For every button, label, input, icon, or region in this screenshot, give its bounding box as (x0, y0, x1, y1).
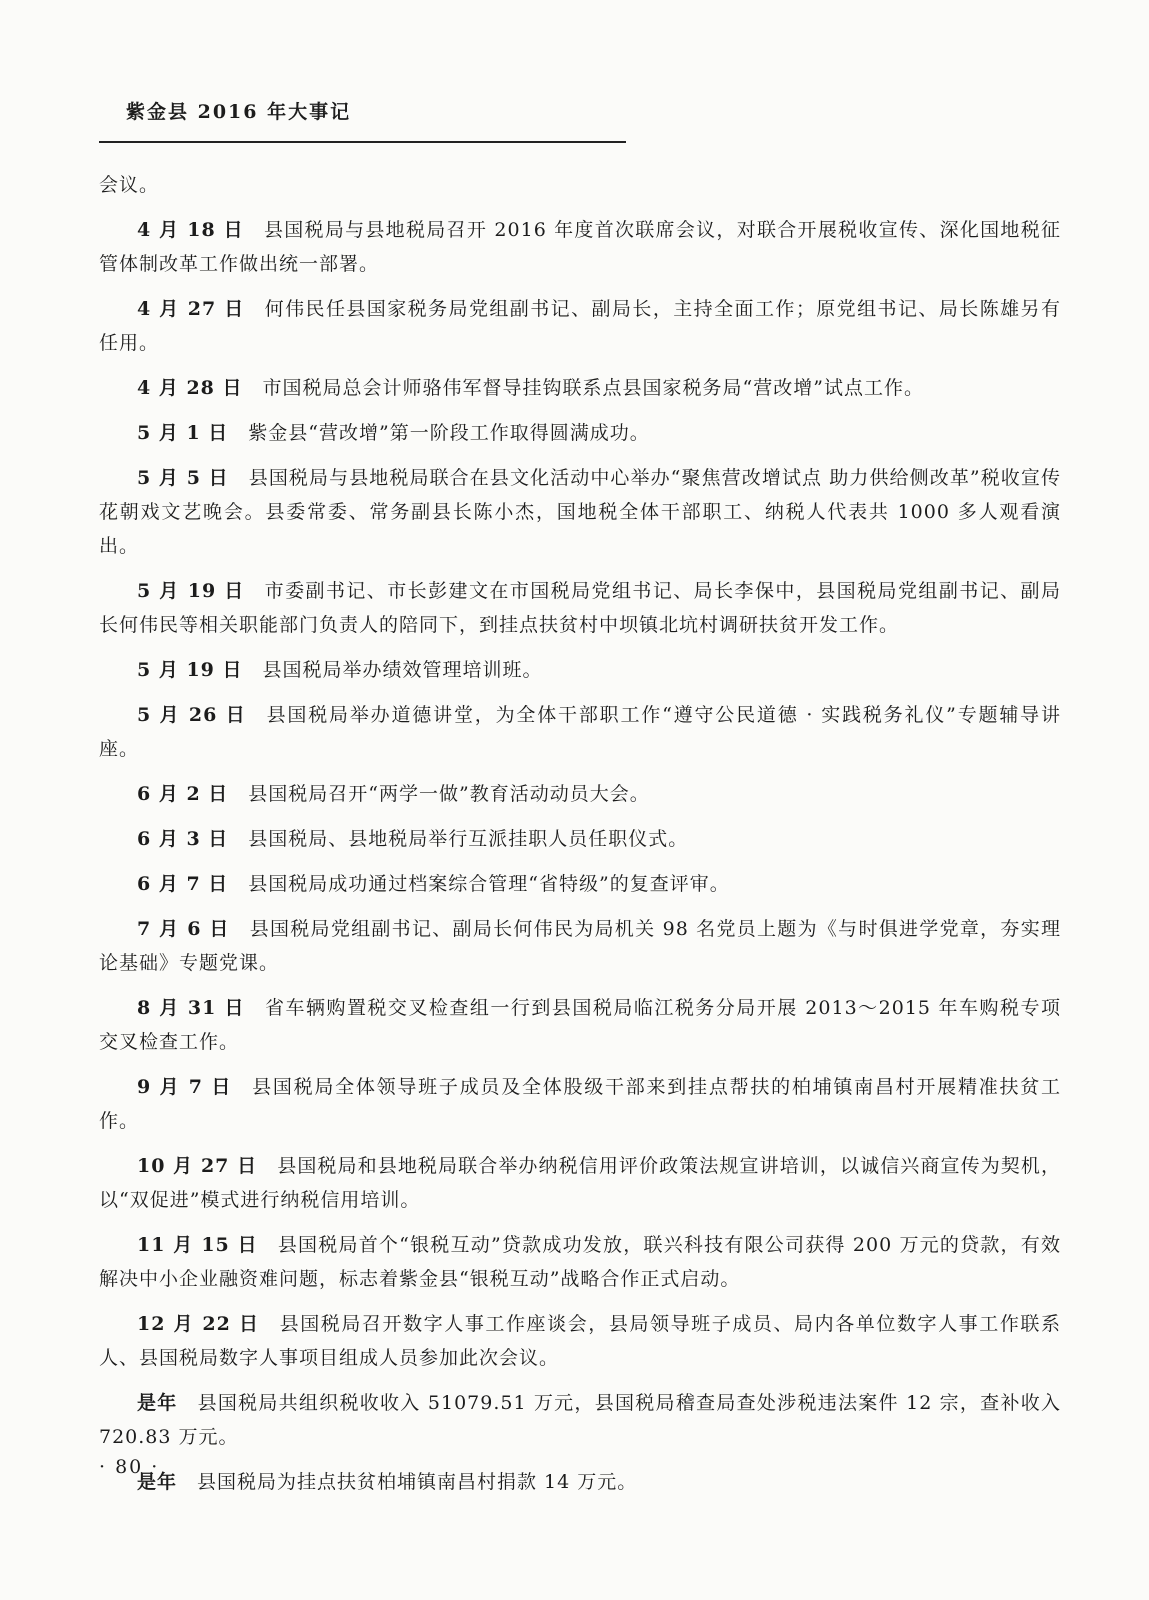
entry-text: 县国税局举办道德讲堂，为全体干部职工作“遵守公民道德 · 实践税务礼仪”专题辅导讲座。 (99, 704, 1061, 760)
chronicle-entry (99, 1386, 1061, 1454)
header-rule (99, 141, 626, 143)
entry-date: 4 月 27 日 (137, 298, 245, 320)
entry-text: 县国税局首个“银税互动”贷款成功发放，联兴科技有限公司获得 200 万元的贷款，有效解决中小企业融资难问题，标志着紫金县“银税互动”战略合作正式启动。 (99, 1234, 1061, 1290)
entry-text: 县国税局与县地税局联合在县文化活动中心举办“聚焦营改增试点 助力供给侧改革”税收宣传花朝戏文艺晚会。县委常委、常务副县长陈小杰，国地税全体干部职工、纳税人代表共 1000 多人观看演出。 (99, 467, 1061, 557)
chronicle-entry (99, 1465, 1061, 1499)
continuation-text: 会议。 (99, 174, 160, 196)
chronicle-body (99, 172, 1061, 1510)
entry-date: 8 月 31 日 (137, 997, 245, 1019)
entry-date: 6 月 3 日 (137, 828, 229, 850)
chronicle-entry (99, 461, 1061, 563)
entry-text: 县国税局、县地税局举行互派挂职人员任职仪式。 (248, 828, 689, 850)
entry-text: 县国税局为挂点扶贫柏埔镇南昌村捐款 14 万元。 (197, 1471, 638, 1493)
entry-text: 县国税局召开“两学一做”教育活动动员大会。 (248, 783, 650, 805)
entry-list (99, 213, 1061, 1499)
entry-date: 5 月 19 日 (137, 659, 243, 681)
chronicle-entry (99, 653, 1061, 687)
entry-date: 7 月 6 日 (137, 918, 230, 940)
entry-date: 5 月 26 日 (137, 704, 247, 726)
entry-text: 紫金县“营改增”第一阶段工作取得圆满成功。 (248, 422, 650, 444)
entry-date: 是年 (137, 1392, 178, 1414)
entry-date: 6 月 2 日 (137, 783, 229, 805)
chronicle-entry (99, 1070, 1061, 1138)
entry-date: 10 月 27 日 (137, 1155, 258, 1177)
entry-text: 市国税局总会计师骆伟军督导挂钩联系点县国家税务局“营改增”试点工作。 (262, 377, 924, 399)
entry-text: 市委副书记、市长彭建文在市国税局党组书记、局长李保中，县国税局党组副书记、副局长何伟民等相关职能部门负责人的陪同下，到挂点扶贫村中坝镇北坑村调研扶贫开发工作。 (99, 580, 1061, 636)
chronicle-entry (99, 822, 1061, 856)
page-header-title: 紫金县 2016 年大事记 (126, 101, 352, 123)
chronicle-entry (99, 1228, 1061, 1296)
entry-text: 何伟民任县国家税务局党组副书记、副局长，主持全面工作；原党组书记、局长陈雄另有任用。 (99, 298, 1061, 354)
chronicle-entry (99, 371, 1061, 405)
entry-date: 4 月 28 日 (137, 377, 243, 399)
entry-text: 县国税局共组织税收收入 51079.51 万元，县国税局稽查局查处涉税违法案件 12 宗，查补收入 720.83 万元。 (99, 1392, 1061, 1448)
chronicle-entry (99, 416, 1061, 450)
entry-date: 12 月 22 日 (137, 1313, 260, 1335)
chronicle-entry (99, 698, 1061, 766)
chronicle-entry (99, 777, 1061, 811)
entry-text: 县国税局举办绩效管理培训班。 (262, 659, 543, 681)
entry-date: 5 月 1 日 (137, 422, 229, 444)
entry-date: 9 月 7 日 (137, 1076, 233, 1098)
entry-date: 11 月 15 日 (137, 1234, 258, 1256)
chronicle-entry (99, 1307, 1061, 1375)
entry-date: 是年 (137, 1471, 178, 1493)
entry-text: 县国税局党组副书记、副局长何伟民为局机关 98 名党员上题为《与时俱进学党章，夯实理论基础》专题党课。 (99, 918, 1061, 974)
chronicle-entry (99, 867, 1061, 901)
chronicle-entry (99, 292, 1061, 360)
entry-text: 县国税局和县地税局联合举办纳税信用评价政策法规宣讲培训，以诚信兴商宣传为契机，以“双促进”模式进行纳税信用培训。 (99, 1155, 1061, 1211)
entry-date: 5 月 5 日 (137, 467, 229, 489)
entry-text: 县国税局成功通过档案综合管理“省特级”的复查评审。 (248, 873, 730, 895)
entry-date: 5 月 19 日 (137, 580, 245, 602)
page-number: · 80 · (99, 1456, 160, 1478)
chronicle-entry (99, 912, 1061, 980)
entry-date: 6 月 7 日 (137, 873, 229, 895)
chronicle-entry (99, 213, 1061, 281)
chronicle-entry (99, 574, 1061, 642)
entry-text: 县国税局与县地税局召开 2016 年度首次联席会议，对联合开展税收宣传、深化国地税征管体制改革工作做出统一部署。 (99, 219, 1062, 275)
entry-text: 县国税局全体领导班子成员及全体股级干部来到挂点帮扶的柏埔镇南昌村开展精准扶贫工作。 (99, 1076, 1061, 1132)
entry-text: 县国税局召开数字人事工作座谈会，县局领导班子成员、局内各单位数字人事工作联系人、县国税局数字人事项目组成人员参加此次会议。 (99, 1313, 1061, 1369)
entry-date: 4 月 18 日 (137, 219, 244, 241)
entry-text: 省车辆购置税交叉检查组一行到县国税局临江税务分局开展 2013～2015 年车购税专项交叉检查工作。 (99, 997, 1061, 1053)
chronicle-entry (99, 991, 1061, 1059)
chronicle-entry (99, 1149, 1061, 1217)
